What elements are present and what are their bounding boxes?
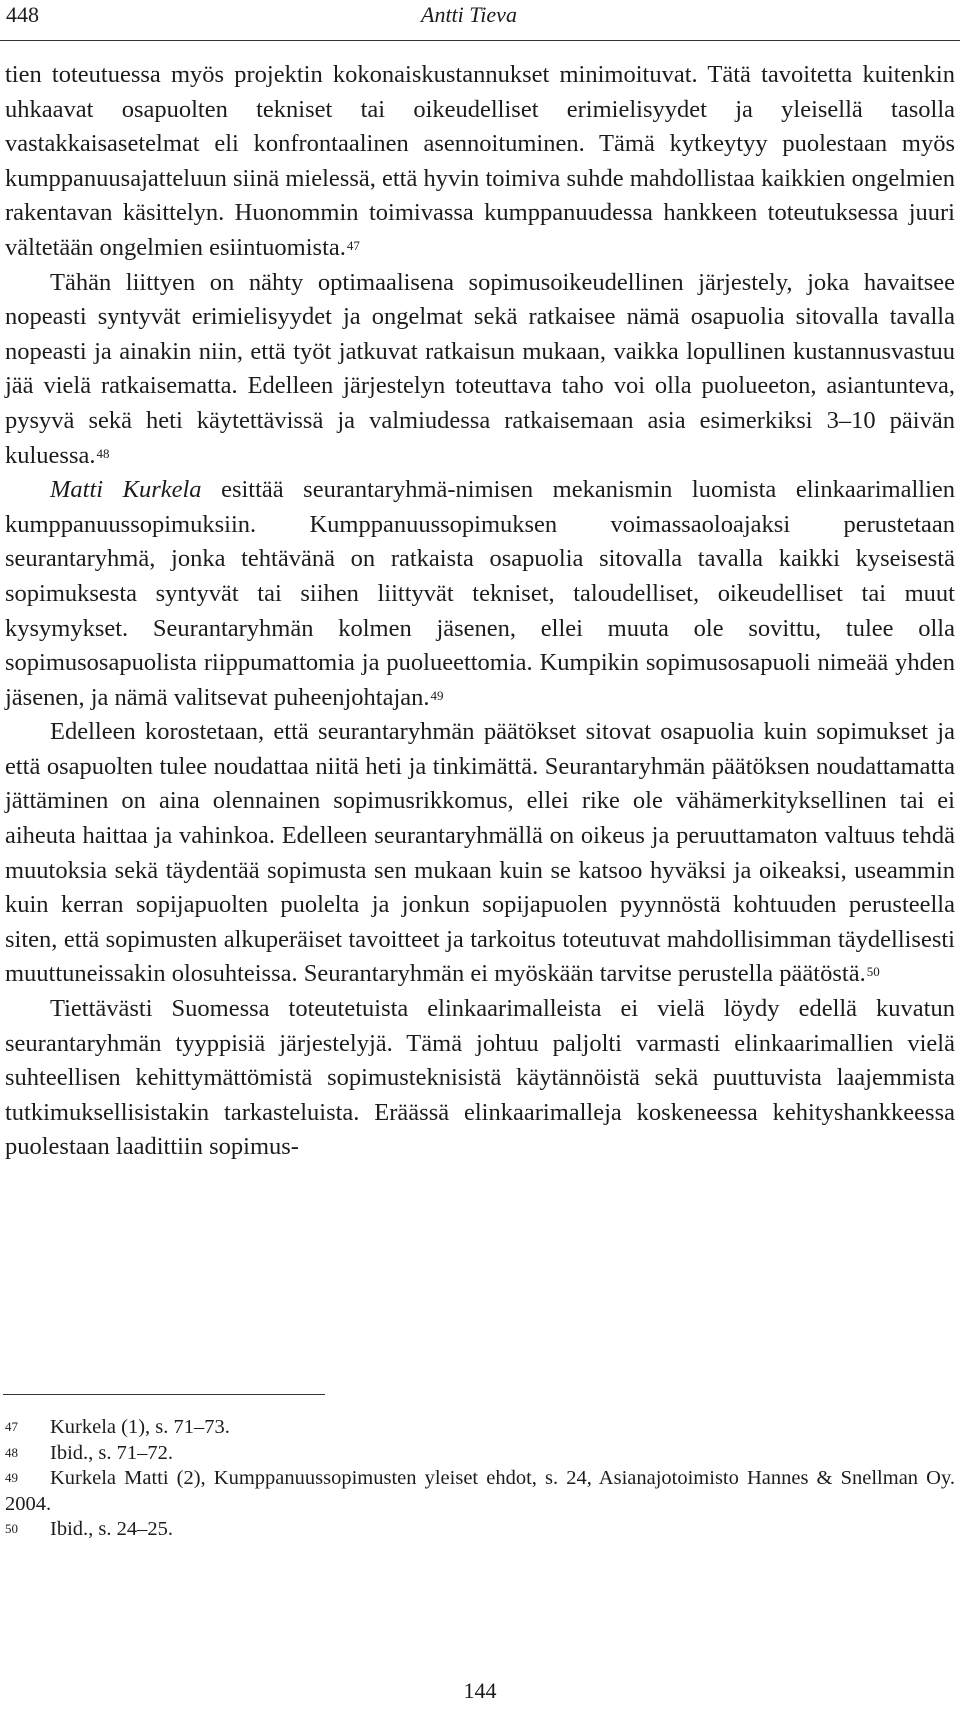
footnote-text: Kurkela Matti (2), Kumppanuussopimusten yleiset ehdot, s. 24, Asianajotoimisto Hannes & Snellman Oy. 2004.: [5, 1467, 955, 1515]
footnote-number: 50: [5, 1521, 18, 1536]
paragraph-text: Tähän liittyen on nähty optimaalisena sopimusoikeudellinen järjestely, joka havaitsee nopeasti syntyvät erimielisyydet ja ongelmat sekä ratkaisee nämä osapuolia sitovalla tavalla nopeasti ja ainakin niin, että työt jatkuvat ratkaisun mukaan, vaikka lopullinen kustannusvastuu jää vielä ratkaisematta. Edelleen järjestelyn toteuttava taho voi olla puolueeton, asiantunteva, pysyvä sekä heti käytettävissä ja valmiudessa ratkaisemaan asia esimerkiksi 3–10 päivän kuluessa.: [5, 268, 955, 469]
footnote-reference[interactable]: 49: [430, 687, 444, 703]
header-page-number: 448: [6, 2, 39, 27]
footnote: [5, 1517, 955, 1543]
paragraph: [5, 992, 955, 1165]
footnotes: [5, 1415, 955, 1543]
paragraph: [5, 266, 955, 474]
paragraph-text: Edelleen korostetaan, että seurantaryhmän päätökset sitovat osapuolia kuin sopimukset ja että osapuolten tulee noudattaa niitä heti ja tinkimättä. Seurantaryhmän päätöksen noudattamatta jättäminen on aina olennainen sopimusrikkomus, ellei rike ole vähämerkityksellinen tai ei aiheuta haittaa ja vahinkoa. Edelleen seurantaryhmällä on oikeus ja peruuttamaton valtuus tehdä muutoksia sekä täydentää sopimusta sen mukaan kuin se katsoo hyväksi ja oikeaksi, useammin kuin kerran sopijapuolten puolelta ja jonkun sopijapuolen pyynnöstä kohtuuden perusteella siten, että sopimusten alkuperäiset tavoitteet ja tarkoitus toteutuvat mahdollisimman täydellisesti muuttuneissakin olosuhteissa. Seurantaryhmän ei myöskään tarvitse perustella päätöstä.: [5, 718, 955, 988]
footnote-number: 48: [5, 1444, 18, 1460]
footnote-text: Ibid., s. 71–72.: [50, 1441, 173, 1464]
footnote-reference[interactable]: 47: [346, 237, 360, 253]
footnote-number: 49: [5, 1470, 18, 1485]
footnote-text: Ibid., s. 24–25.: [50, 1518, 173, 1540]
footnote-separator: [3, 1394, 325, 1395]
author-name: Matti Kurkela: [50, 476, 202, 504]
footnote: [5, 1441, 955, 1467]
running-header: [0, 0, 960, 41]
footnote: [5, 1415, 955, 1441]
footnote-reference[interactable]: 50: [866, 964, 880, 980]
paragraph-text: tien toteutuessa myös projektin kokonaiskustannukset minimoituvat. Tätä tavoitetta kuitenkin uhkaavat osapuolten tekniset tai oikeudelliset erimielisyydet ja yleisellä tasolla vastakkaisasetelmat eli konfrontaalinen asennoituminen. Tämä kytkeytyy puolestaan myös kumppanuusajatteluun siinä mielessä, että hyvin toimiva suhde mahdollistaa kaikkien ongelmien rakentavan käsittelyn. Huonommin toimivassa kumppanuudessa hankkeen toteutuksessa juuri vältetään ongelmien esiintuomista.: [5, 61, 955, 261]
body-text: [5, 58, 955, 1165]
paragraph: [5, 715, 955, 992]
paragraph: [5, 473, 955, 715]
footnote-text: Kurkela (1), s. 71–73.: [50, 1416, 230, 1438]
footnote-number: 47: [5, 1419, 18, 1434]
paragraph-text: Tiettävästi Suomessa toteutetuista elinkaarimalleista ei vielä löydy edellä kuvatun seurantaryhmän tyyppisiä järjestelyjä. Tämä johtuu paljolti varmasti elinkaarimallien vielä suhteellisen kehittymättömistä sopimusteknisistä käytännöistä sekä puuttuvista laajemmista tutkimuksellisistakin tarkasteluista. Eräässä elinkaarimalleja koskeneessa kehityshankkeessa puolestaan laadittiin sopimus-: [5, 995, 955, 1161]
footnote-reference[interactable]: 48: [96, 445, 110, 461]
paragraph: [5, 58, 955, 266]
paragraph-text: esittää seurantaryhmä-nimisen mekanismin luomista elinkaarimallien kumppanuussopimuksiin. Kumppanuussopimuksen voimassaoloajaksi perustetaan seurantaryhmä, jonka tehtävänä on ratkaista osapuolia sitovalla tavalla kaikki kyseisestä sopimuksesta syntyvät tai siihen liittyvät tekniset, taloudelliset, oikeudelliset tai muut kysymykset. Seurantaryhmän kolmen jäsenen, ellei muuta ole sovittu, tulee olla sopimusosapuolista riippumattomia ja puolueettomia. Kumpikin sopimusosapuoli nimeää yhden jäsenen, ja nämä valitsevat puheenjohtajan.: [5, 476, 956, 711]
running-head-author: Antti Tieva: [421, 2, 517, 27]
footer-page-number: 144: [463, 1678, 497, 1703]
footnote: [5, 1466, 955, 1517]
